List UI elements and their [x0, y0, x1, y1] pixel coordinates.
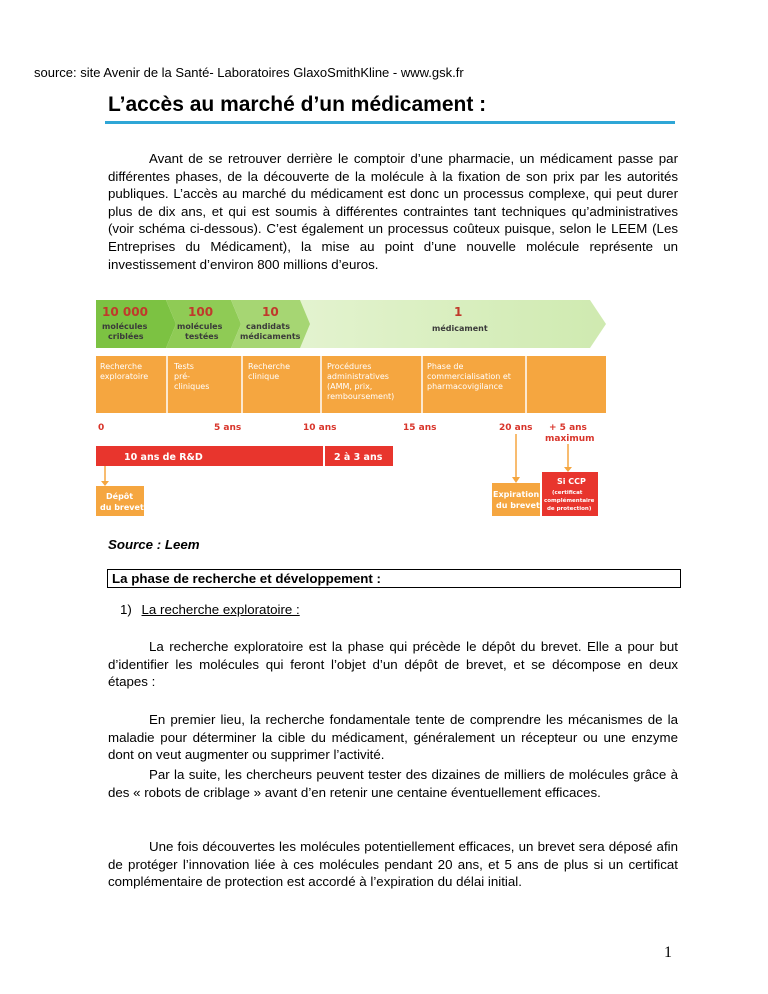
- phase-4-line-2: administratives: [327, 372, 389, 381]
- phase-3-line-2: clinique: [248, 372, 280, 381]
- page-number: 1: [664, 944, 672, 961]
- funnel-label-3b: médicaments: [240, 332, 301, 341]
- paragraph-2: En premier lieu, la recherche fondamentale tente de comprendre les mécanismes de la maladie pour déterminer la cible du médicament, généralement un récepteur ou une enzyme dont on veut augmenter ou supprimer l’activité.: [108, 712, 678, 763]
- depot-line-2: du brevet: [100, 503, 144, 512]
- market-access-infographic: [96, 300, 606, 520]
- title-underline: [105, 121, 675, 124]
- section-header-box: [107, 569, 681, 588]
- paragraph-4: Une fois découvertes les molécules potentiellement efficaces, un brevet sera déposé afin de protéger l’innovation liée à ces molécules pendant 20 ans, et 5 ans de plus si un certificat complémentaire de protection est accordé à l’expiration du délai initial.: [108, 839, 678, 890]
- page-title: L’accès au marché d’un médicament :: [108, 93, 487, 116]
- timeline-20: 20 ans: [499, 423, 533, 433]
- depot-line-1: Dépôt: [106, 492, 134, 501]
- phase-1-line-1: Recherche: [100, 362, 143, 371]
- subsection-heading: [120, 602, 300, 617]
- timeline-0: 0: [98, 423, 105, 433]
- timeline-15: 15 ans: [403, 423, 437, 433]
- expiration-line-1: Expiration: [493, 490, 540, 499]
- phase-2-line-2: pré-: [174, 372, 190, 381]
- ccp-line-2: (certificat: [552, 490, 583, 496]
- funnel-label-1a: molécules: [102, 322, 148, 331]
- funnel-label-2b: testées: [185, 332, 219, 341]
- phase-5-line-2: commercialisation et: [427, 372, 511, 381]
- source-line: source: site Avenir de la Santé- Laboratoires GlaxoSmithKline - www.gsk.fr: [34, 65, 464, 80]
- phase-5-line-3: pharmacovigilance: [427, 382, 503, 391]
- funnel-label-3a: candidats: [246, 322, 291, 331]
- timeline-5: 5 ans: [214, 423, 242, 433]
- paragraph-3: Par la suite, les chercheurs peuvent tester des dizaines de milliers de molécules grâce à des « robots de criblage » avant d’en retenir une centaine éventuellement efficaces.: [108, 767, 678, 800]
- paragraph-1: La recherche exploratoire est la phase qui précède le dépôt du brevet. Elle a pour but d’identifier les molécules qui feront l’objet d’un dépôt de brevet, et se décompose en deux étapes :: [108, 639, 678, 690]
- intro-paragraph: Avant de se retrouver derrière le comptoir d’une pharmacie, un médicament passe par différentes phases, de la découverte de la molécule à la fixation de son prix par les autorités publiques. L’accès au marché du médicament est donc un processus complexe, qui peut durer plus de dix ans, et qui est soumis à différentes contraintes tant techniques qu’administratives (voir schéma ci-dessous). C’est également un processus coûteux puisque, selon le LEEM (Les Entreprises du Médicament), la mise au point d’une nouvelle molécule représente un investissement d’environ 800 millions d’euros.: [108, 151, 678, 272]
- ccp-line-4: de protection): [547, 506, 592, 512]
- expiration-line-2: du brevet: [496, 501, 540, 510]
- funnel-label-1b: criblées: [108, 332, 144, 341]
- depot-arrow: [101, 481, 109, 486]
- subsection-number: 1): [120, 602, 132, 617]
- phase-2-line-3: cliniques: [174, 382, 210, 391]
- funnel-number-3: 10: [262, 305, 279, 319]
- rd-bar-label: 10 ans de R&D: [124, 452, 203, 463]
- ccp-line-1: Si CCP: [557, 477, 586, 486]
- funnel-number-2: 100: [188, 305, 214, 319]
- phase-5-line-1: Phase de: [427, 362, 464, 371]
- ccp-line-3: complémentaire: [544, 498, 595, 504]
- section-title: La phase de recherche et développement :: [112, 571, 381, 586]
- phase-4-line-4: remboursement): [327, 392, 395, 401]
- subsection-title: La recherche exploratoire :: [141, 602, 300, 617]
- timeline-10: 10 ans: [303, 423, 337, 433]
- phase-4-line-3: (AMM, prix,: [327, 382, 373, 391]
- funnel-number-1: 10 000: [102, 305, 148, 319]
- figure-caption: Source : Leem: [108, 537, 200, 552]
- phase-1-line-2: exploratoire: [100, 372, 149, 381]
- ccp-arrow: [564, 467, 572, 472]
- phase-2-line-1: Tests: [174, 362, 194, 371]
- timeline-extra-2: maximum: [545, 434, 595, 444]
- expiration-arrow: [512, 477, 520, 483]
- expiration-box: [492, 483, 540, 516]
- funnel-label-4: médicament: [432, 324, 488, 333]
- funnel-number-4: 1: [454, 305, 463, 319]
- funnel-label-2a: molécules: [177, 322, 223, 331]
- timeline-extra-1: + 5 ans: [549, 423, 587, 433]
- phase-4-line-1: Procédures: [327, 362, 372, 371]
- phase-3-line-1: Recherche: [248, 362, 291, 371]
- admin-bar-label: 2 à 3 ans: [334, 452, 383, 463]
